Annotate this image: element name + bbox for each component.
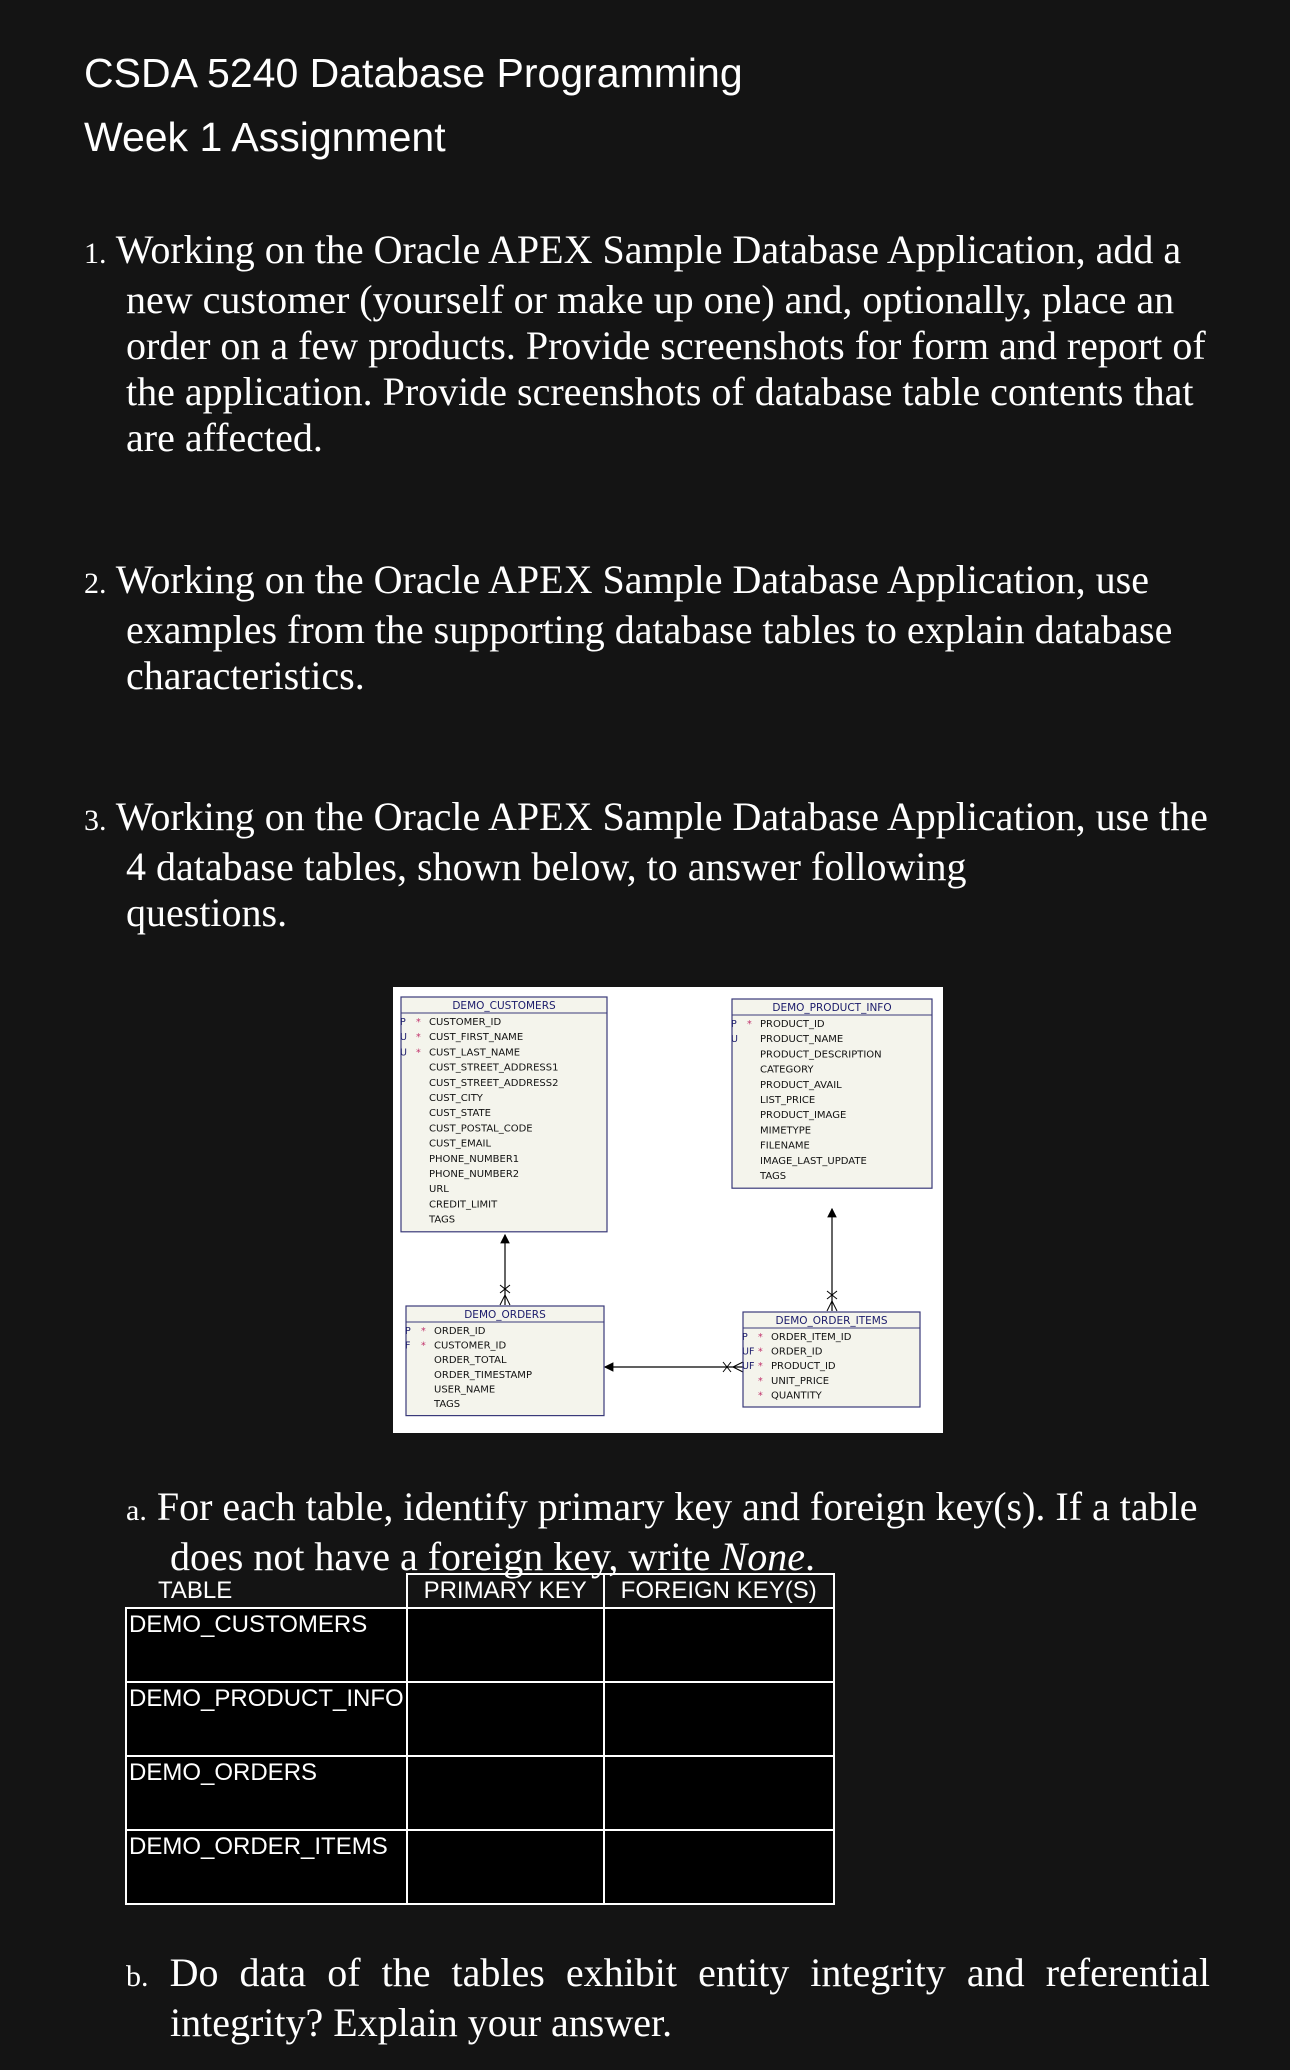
column-name: PRODUCT_DESCRIPTION	[760, 1049, 882, 1061]
column-name: CREDIT_LIMIT	[429, 1199, 498, 1211]
question-text-line: Working on the Oracle APEX Sample Database Application, use	[115, 557, 1149, 602]
er-diagram-canvas	[393, 987, 943, 1433]
question-number: 3.	[84, 804, 107, 837]
column-name: ORDER_TOTAL	[434, 1355, 507, 1367]
table-name-cell: DEMO_PRODUCT_INFO	[126, 1682, 407, 1756]
column-key-flag: P	[731, 1019, 737, 1030]
column-name: PHONE_NUMBER2	[429, 1169, 520, 1180]
question-text-line: For each table, identify primary key and foreign key(s). If a table	[156, 1484, 1198, 1529]
question-text-line: integrity? Explain your answer.	[170, 2000, 673, 2045]
column-key-flag: P	[742, 1332, 748, 1343]
question-text-line: the application. Provide screenshots of database table contents that	[126, 369, 1194, 414]
table-name-cell: DEMO_ORDER_ITEMS	[126, 1830, 407, 1904]
question-number: b.	[126, 1960, 149, 1993]
question-number: 1.	[84, 237, 107, 270]
foreign-keys-cell[interactable]	[604, 1608, 834, 1682]
entity-title: DEMO_PRODUCT_INFO	[772, 1002, 892, 1014]
question-2	[84, 557, 1214, 699]
column-name: ORDER_ID	[771, 1346, 823, 1358]
entity-title: DEMO_CUSTOMERS	[452, 1000, 556, 1012]
course-title: CSDA 5240 Database Programming	[84, 50, 743, 96]
column-required-flag: *	[421, 1326, 426, 1337]
question-text-line: order on a few products. Provide screenshots for form and report of	[126, 323, 1206, 368]
header-foreign-keys: FOREIGN KEY(S)	[604, 1574, 834, 1608]
table-name-cell: DEMO_ORDERS	[126, 1756, 407, 1830]
column-name: TAGS	[429, 1214, 456, 1226]
column-name: CUST_STATE	[429, 1108, 491, 1120]
relationship-product-orderitems	[827, 1209, 837, 1311]
column-name: USER_NAME	[434, 1384, 496, 1396]
column-key-flag: U	[731, 1034, 738, 1046]
answer-table	[125, 1573, 835, 1905]
column-name: PRODUCT_NAME	[760, 1034, 844, 1046]
column-required-flag: *	[747, 1019, 752, 1030]
question-text-line: does not have a foreign key, write None.	[170, 1534, 815, 1579]
column-name: IMAGE_LAST_UPDATE	[760, 1155, 867, 1167]
column-name: PHONE_NUMBER1	[429, 1153, 520, 1165]
column-name: TAGS	[760, 1171, 787, 1182]
question-3a	[126, 1484, 1210, 1580]
column-name: CUST_CITY	[429, 1093, 483, 1104]
assignment-title: Week 1 Assignment	[84, 114, 446, 160]
column-name: CUSTOMER_ID	[429, 1017, 502, 1028]
column-key-flag: P	[405, 1326, 411, 1337]
foreign-keys-cell[interactable]	[604, 1830, 834, 1904]
entity-demo-order-items	[742, 1312, 920, 1407]
question-text-line: Do data of the tables exhibit entity integrity and referential	[169, 1950, 1211, 1995]
column-name: TAGS	[434, 1399, 461, 1410]
column-required-flag: *	[758, 1375, 763, 1387]
column-name: MIMETYPE	[760, 1125, 812, 1137]
column-name: CUST_POSTAL_CODE	[429, 1123, 533, 1135]
column-key-flag: P	[400, 1017, 406, 1028]
question-text-line: questions.	[126, 890, 288, 935]
column-name: PRODUCT_IMAGE	[760, 1110, 847, 1122]
table-row	[126, 1756, 834, 1830]
entity-demo-orders	[405, 1306, 604, 1416]
column-name: ORDER_ID	[434, 1326, 486, 1337]
column-required-flag: *	[758, 1361, 763, 1373]
question-text-line: 4 database tables, shown below, to answer following	[126, 844, 967, 889]
table-row	[126, 1682, 834, 1756]
column-name: CUSTOMER_ID	[434, 1340, 507, 1352]
question-text-line: Working on the Oracle APEX Sample Database Application, use the	[115, 794, 1208, 839]
column-name: PRODUCT_ID	[760, 1019, 825, 1030]
column-name: UNIT_PRICE	[771, 1375, 830, 1387]
column-name: CATEGORY	[760, 1064, 814, 1076]
column-required-flag: *	[758, 1346, 763, 1358]
question-number: 2.	[84, 567, 107, 600]
column-name: ORDER_ITEM_ID	[771, 1332, 852, 1343]
question-text-line: are affected.	[126, 415, 323, 460]
primary-key-cell[interactable]	[407, 1830, 604, 1904]
question-text-line: Working on the Oracle APEX Sample Database Application, add a	[115, 227, 1182, 272]
foreign-keys-cell[interactable]	[604, 1756, 834, 1830]
relationship-customers-orders	[500, 1235, 510, 1305]
column-required-flag: *	[416, 1017, 421, 1028]
primary-key-cell[interactable]	[407, 1756, 604, 1830]
relationship-orders-orderitems	[605, 1362, 743, 1372]
column-key-flag: UF	[742, 1361, 755, 1373]
entity-demo-product-info	[731, 999, 932, 1188]
er-diagram	[393, 987, 943, 1433]
question-number: a.	[126, 1494, 147, 1527]
column-name: PRODUCT_AVAIL	[760, 1079, 842, 1091]
question-text-line: characteristics.	[126, 653, 365, 698]
header-table: TABLE	[126, 1574, 407, 1608]
header-primary-key: PRIMARY KEY	[407, 1574, 604, 1608]
column-required-flag: *	[421, 1340, 426, 1352]
table-row	[126, 1830, 834, 1904]
column-name: CUST_FIRST_NAME	[429, 1032, 524, 1044]
column-key-flag: UF	[742, 1346, 755, 1358]
column-required-flag: *	[758, 1332, 763, 1343]
question-text-line: examples from the supporting database tables to explain database	[126, 607, 1173, 652]
column-name: LIST_PRICE	[760, 1095, 816, 1106]
column-key-flag: U	[400, 1047, 407, 1059]
question-3b	[126, 1950, 1210, 2046]
column-name: CUST_LAST_NAME	[429, 1047, 521, 1059]
column-name: ORDER_TIMESTAMP	[434, 1369, 532, 1381]
table-row	[126, 1608, 834, 1682]
primary-key-cell[interactable]	[407, 1608, 604, 1682]
question-text-line: new customer (yourself or make up one) and, optionally, place an	[126, 277, 1175, 322]
entity-demo-customers	[400, 997, 607, 1232]
foreign-keys-cell[interactable]	[604, 1682, 834, 1756]
column-key-flag: F	[405, 1340, 411, 1352]
table-header-row	[126, 1574, 834, 1608]
column-name: CUST_STREET_ADDRESS2	[429, 1077, 559, 1089]
entity-title: DEMO_ORDERS	[464, 1309, 546, 1321]
column-name: URL	[429, 1184, 449, 1196]
column-required-flag: *	[758, 1390, 763, 1402]
column-key-flag: U	[400, 1032, 407, 1044]
column-required-flag: *	[416, 1047, 421, 1059]
column-name: CUST_EMAIL	[429, 1138, 492, 1150]
primary-key-cell[interactable]	[407, 1682, 604, 1756]
question-1	[84, 227, 1214, 461]
italic-none: None	[720, 1534, 805, 1579]
column-name: PRODUCT_ID	[771, 1361, 836, 1373]
question-3	[84, 794, 1214, 936]
column-name: CUST_STREET_ADDRESS1	[429, 1062, 559, 1074]
column-required-flag: *	[416, 1032, 421, 1044]
table-name-cell: DEMO_CUSTOMERS	[126, 1608, 407, 1682]
column-name: QUANTITY	[771, 1390, 822, 1402]
entity-title: DEMO_ORDER_ITEMS	[775, 1315, 888, 1327]
column-name: FILENAME	[760, 1140, 810, 1152]
